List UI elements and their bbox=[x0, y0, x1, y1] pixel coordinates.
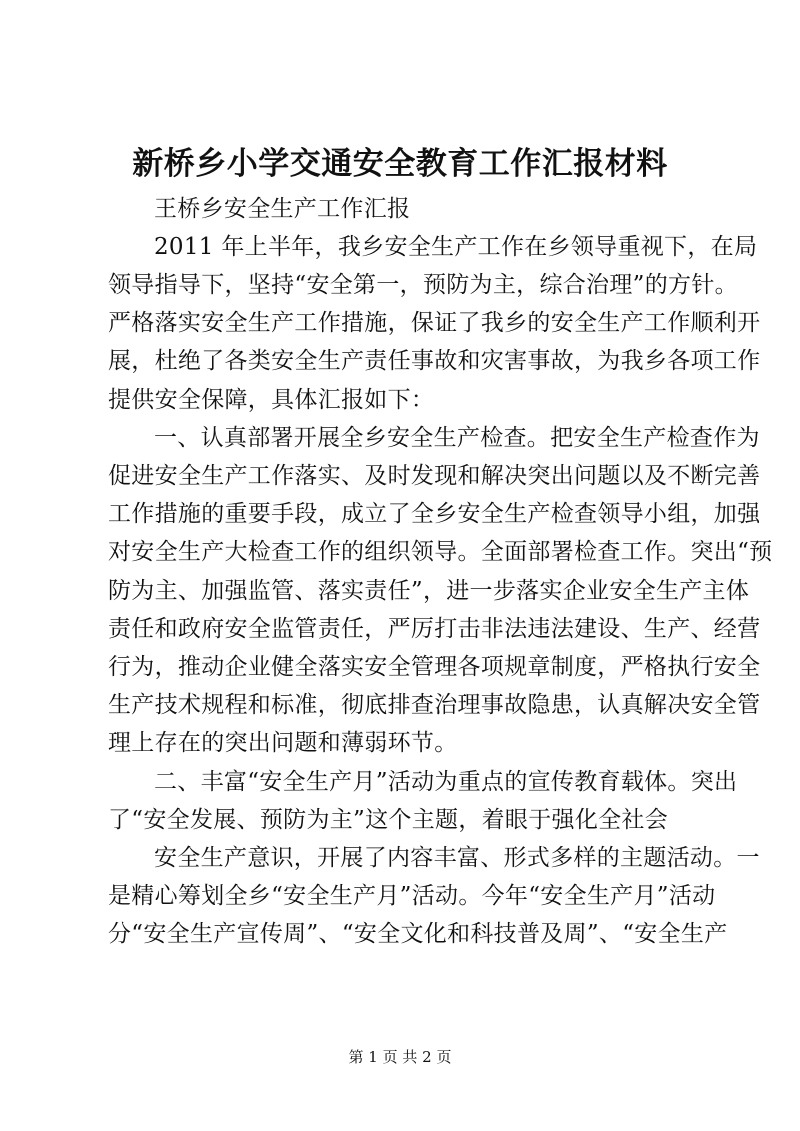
document-title: 新桥乡小学交通安全教育工作汇报材料 bbox=[132, 146, 668, 182]
subtitle-line: 王桥乡安全生产工作汇报 bbox=[154, 196, 411, 222]
body-line: 防为主、加强监管、落实责任”，进一步落实企业安全生产主体 bbox=[108, 578, 750, 604]
body-line: 了“安全发展、预防为主”这个主题，着眼于强化全社会 bbox=[108, 807, 669, 833]
page-number-footer: 第 1 页 共 2 页 bbox=[348, 1048, 452, 1066]
body-line: 是精心筹划全乡“安全生产月”活动。今年“安全生产月”活动 bbox=[108, 883, 716, 909]
body-line: 对安全生产大检查工作的组织领导。全面部署检查工作。突出“预 bbox=[108, 539, 773, 565]
body-line: 一、认真部署开展全乡安全生产检查。把安全生产检查作为 bbox=[154, 425, 760, 451]
body-line: 行为，推动企业健全落实安全管理各项规章制度，严格执行安全 bbox=[108, 654, 761, 680]
body-line: 领导指导下，坚持“安全第一，预防为主，综合治理”的方针。 bbox=[108, 272, 738, 298]
body-line: 分“安全生产宣传周”、“安全文化和科技普及周”、“安全生产 bbox=[108, 921, 728, 947]
body-line: 工作措施的重要手段，成立了全乡安全生产检查领导小组，加强 bbox=[108, 501, 761, 527]
body-line: 严格落实安全生产工作措施，保证了我乡的安全生产工作顺利开 bbox=[108, 310, 761, 336]
body-line: 责任和政府安全监管责任，严厉打击非法违法建设、生产、经营 bbox=[108, 616, 761, 642]
body-line: 展，杜绝了各类安全生产责任事故和灾害事故，为我乡各项工作 bbox=[108, 348, 761, 374]
body-line: 生产技术规程和标准，彻底排查治理事故隐患，认真解决安全管 bbox=[108, 692, 761, 718]
body-line: 理上存在的突出问题和薄弱环节。 bbox=[108, 730, 458, 756]
body-line: 促进安全生产工作落实、及时发现和解决突出问题以及不断完善 bbox=[108, 463, 761, 489]
body-line: 安全生产意识，开展了内容丰富、形式多样的主题活动。一 bbox=[154, 845, 760, 871]
body-line: 二、丰富“安全生产月”活动为重点的宣传教育载体。突出 bbox=[154, 769, 738, 795]
body-line: 2011 年上半年，我乡安全生产工作在乡领导重视下，在局 bbox=[154, 234, 758, 260]
body-line: 提供安全保障，具体汇报如下： bbox=[108, 387, 435, 413]
